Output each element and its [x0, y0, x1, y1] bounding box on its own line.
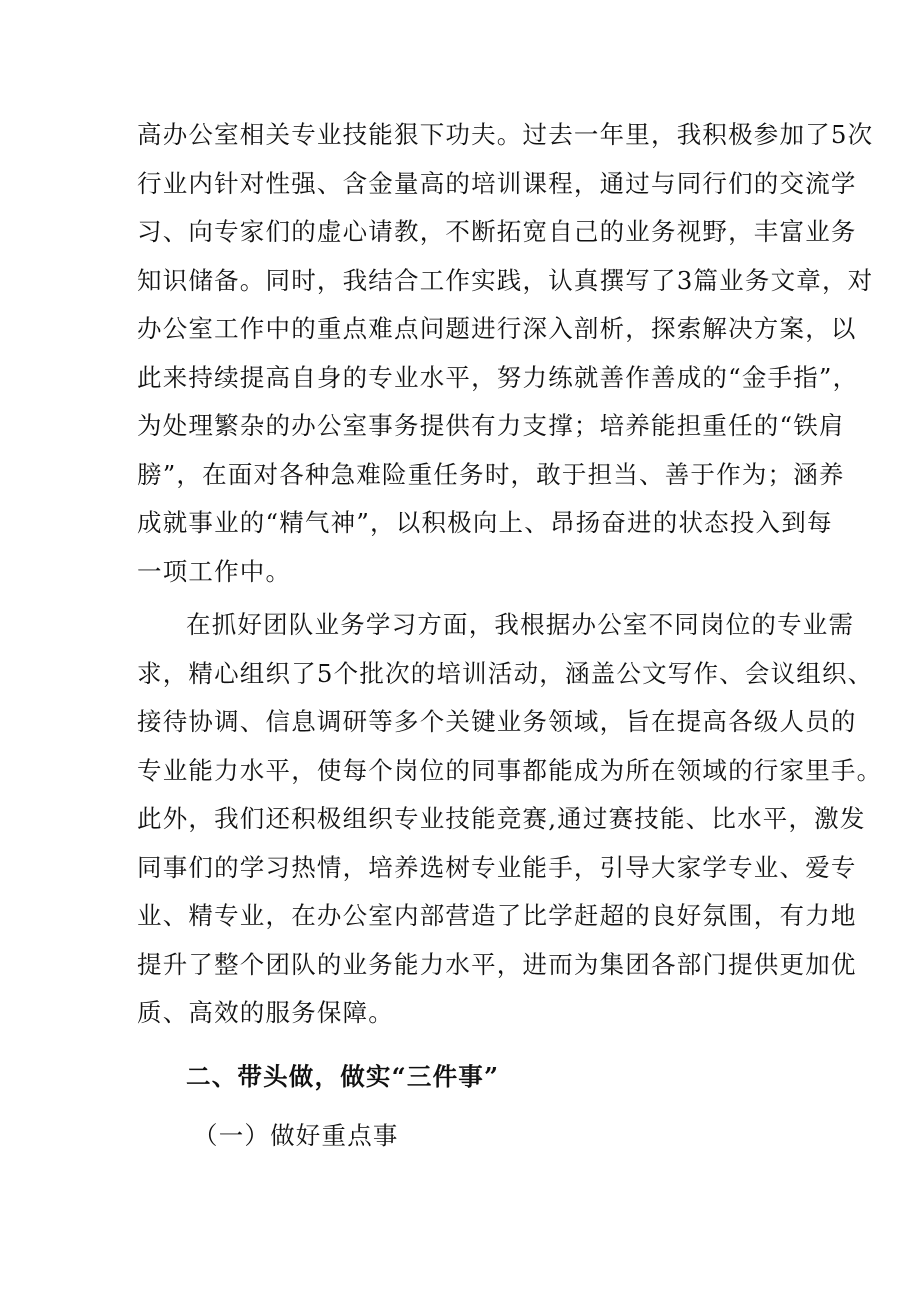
paragraph-line: 此来持续提高自身的专业水平，努力练就善作善成的“金手指”，	[137, 362, 859, 392]
paragraph-line: 在抓好团队业务学习方面，我根据办公室不同岗位的专业需	[186, 610, 855, 639]
paragraph-line: 办公室工作中的重点难点问题进行深入剖析，探索解决方案，以	[137, 314, 857, 343]
paragraph-line: 高办公室相关专业技能狠下功夫。过去一年里，我积极参加了5次	[137, 120, 874, 149]
paragraph-line: 质、高效的服务保障。	[137, 998, 394, 1027]
paragraph-line: 成就事业的“精气神”，以积极向上、昂扬奋进的状态投入到每	[137, 508, 833, 537]
paragraph-line: 求，精心组织了5个批次的培训活动，涵盖公文写作、会议组织、	[137, 658, 874, 688]
paragraph-line: 一项工作中。	[137, 556, 292, 586]
paragraph-line: 为处理繁杂的办公室事务提供有力支撑；培养能担重任的“铁肩	[137, 411, 845, 440]
paragraph-1	[137, 111, 874, 596]
paragraph-2	[137, 601, 883, 1038]
paragraph-line: 业、精专业，在办公室内部营造了比学赶超的良好氛围，有力地	[137, 901, 857, 930]
paragraph-line: 专业能力水平，使每个岗位的同事都能成为所在领域的行家里手。	[137, 755, 883, 785]
paragraph-line: 接待协调、信息调研等多个关键业务领域，旨在提高各级人员的	[137, 707, 857, 736]
paragraph-line: 膀”，在面对各种急难险重任务时，敢于担当、善于作为；涵养	[137, 459, 845, 489]
paragraph-line: 提升了整个团队的业务能力水平，进而为集团各部门提供更加优	[137, 949, 857, 979]
paragraph-line: 知识储备。同时，我结合工作实践，认真撰写了3篇业务文章，对	[137, 265, 874, 295]
section-heading: 二、带头做，做实“三件事”	[186, 1062, 500, 1091]
subsection-heading: （一）做好重点事	[193, 1121, 399, 1150]
paragraph-line: 此外，我们还积极组织专业技能竞赛,通过赛技能、比水平，激发	[137, 804, 866, 833]
paragraph-line: 同事们的学习热情，培养选树专业能手，引导大家学专业、爱专	[137, 852, 857, 882]
paragraph-line: 行业内针对性强、含金量高的培训课程，通过与同行们的交流学	[137, 168, 857, 198]
paragraph-line: 习、向专家们的虚心请教，不断拓宽自己的业务视野，丰富业务	[137, 217, 857, 246]
